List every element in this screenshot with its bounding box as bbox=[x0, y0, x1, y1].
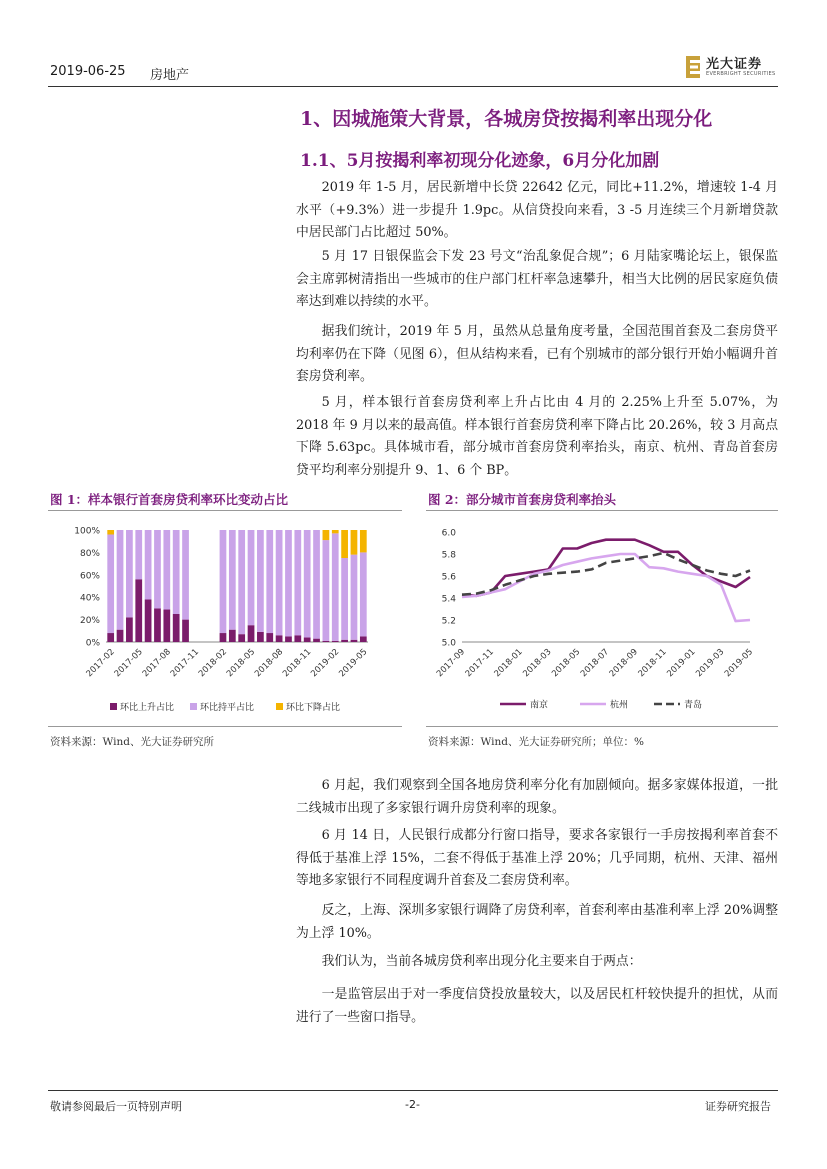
legend-swatch bbox=[276, 703, 283, 710]
x-tick-label: 2018-09 bbox=[607, 647, 640, 680]
y-tick-label: 20% bbox=[79, 616, 100, 627]
legend-swatch bbox=[190, 703, 197, 710]
bar-up bbox=[154, 608, 161, 642]
y-tick-label: 5.0 bbox=[441, 638, 456, 649]
bar-up bbox=[360, 636, 367, 642]
x-tick-label: 2019-05 bbox=[337, 647, 370, 680]
bar-flat bbox=[351, 555, 358, 640]
y-tick-label: 5.2 bbox=[441, 616, 456, 627]
bar-flat bbox=[248, 530, 255, 625]
y-tick-label: 60% bbox=[79, 571, 100, 582]
bar-down bbox=[341, 530, 348, 558]
header-divider bbox=[48, 86, 778, 87]
x-tick-label: 2019-01 bbox=[665, 647, 698, 680]
x-tick-label: 2019-05 bbox=[722, 647, 756, 680]
paragraph-5: 6 月起，我们观察到全国各地房贷利率分化有加剧倾向。据多家媒体报道，一批二线城市出现了多家银行调升房贷利率的现象。 bbox=[296, 778, 778, 816]
bar-flat bbox=[182, 530, 189, 620]
legend-label: 环比持平占比 bbox=[200, 703, 255, 713]
bar-up bbox=[173, 614, 180, 642]
y-tick-label: 5.6 bbox=[441, 572, 456, 583]
figure2-bottom-rule bbox=[426, 726, 778, 727]
y-tick-label: 0% bbox=[85, 638, 100, 649]
figure1-chart bbox=[50, 516, 402, 722]
bar-flat bbox=[173, 530, 180, 614]
bar-flat bbox=[107, 534, 114, 633]
bar-flat bbox=[276, 530, 283, 635]
y-tick-label: 100% bbox=[74, 526, 100, 537]
bar-up bbox=[332, 641, 339, 642]
bar-down bbox=[332, 530, 339, 533]
bar-flat bbox=[266, 530, 273, 633]
bar-flat bbox=[360, 552, 367, 636]
bar-flat bbox=[294, 530, 301, 635]
footer-divider bbox=[48, 1090, 778, 1091]
logo-text: 光大证券 bbox=[706, 57, 763, 72]
x-tick-label: 2018-05 bbox=[224, 647, 258, 680]
y-tick-label: 40% bbox=[79, 593, 100, 604]
figure2-top-rule bbox=[426, 510, 778, 511]
legend-swatch bbox=[110, 703, 117, 710]
bar-up bbox=[182, 620, 189, 642]
y-tick-label: 6.0 bbox=[441, 528, 456, 539]
x-tick-label: 2018-02 bbox=[196, 647, 230, 680]
figure1-top-rule bbox=[48, 510, 402, 511]
legend-label: 南京 bbox=[530, 700, 549, 711]
bar-flat bbox=[285, 530, 292, 636]
bar-up bbox=[266, 633, 273, 642]
x-tick-label: 2019-03 bbox=[694, 647, 727, 680]
logo-subtext: EVERBRIGHT SECURITIES bbox=[706, 71, 776, 77]
y-tick-label: 80% bbox=[79, 548, 100, 559]
x-tick-label: 2017-02 bbox=[84, 647, 117, 680]
legend-label: 杭州 bbox=[610, 700, 629, 711]
bar-flat bbox=[304, 530, 311, 638]
series-line-nanjing bbox=[462, 540, 750, 596]
paragraph-8: 我们认为，当前各城房贷利率出现分化主要来自于两点： bbox=[321, 954, 642, 969]
paragraph-7: 反之，上海、深圳多家银行调降了房贷利率，首套利率由基准利率上浮 20%调整为上浮 10%。 bbox=[296, 903, 778, 941]
bar-up bbox=[107, 633, 114, 642]
x-tick-label: 2019-02 bbox=[309, 647, 342, 680]
paragraph-3: 据我们统计，2019 年 5 月，虽然从总量角度考量，全国范围首套及二套房贷平均利率仍在下降（见图 6），但从结构来看，已有个别城市的部分银行开始小幅调升首套房贷利率。 bbox=[296, 324, 778, 384]
bar-up bbox=[145, 599, 152, 642]
bar-up bbox=[351, 640, 358, 642]
bar-up bbox=[276, 635, 283, 642]
footer-disclaimer: 敬请参阅最后一页特别声明 bbox=[50, 1100, 182, 1113]
bar-flat bbox=[332, 533, 339, 641]
subsection-heading: 1.1、5月按揭利率初现分化迹象，6月分化加剧 bbox=[300, 151, 660, 171]
bar-flat bbox=[341, 558, 348, 640]
paragraph-6: 6 月 14 日，人民银行成都分行窗口指导，要求各家银行一手房按揭利率首套不得低于基准上浮 15%，二套不得低于基准上浮 20%；几乎同期，杭州、天津、福州等地多家银行不同程度调升首套及二套房贷利率。 bbox=[296, 828, 778, 888]
bar-flat bbox=[238, 530, 245, 634]
x-tick-label: 2018-05 bbox=[550, 647, 583, 680]
figure2-chart bbox=[428, 516, 778, 722]
bar-up bbox=[220, 633, 227, 642]
paragraph-9: 一是监管层出于对一季度信贷投放量较大，以及居民杠杆较快提升的担忧，从而进行了一些窗口指导。 bbox=[296, 987, 778, 1025]
bar-up bbox=[304, 638, 311, 642]
bar-up bbox=[313, 639, 320, 642]
footer-report-type: 证券研究报告 bbox=[705, 1100, 771, 1113]
paragraph-2: 5 月 17 日银保监会下发 23 号文“治乱象促合规”；6 月陆家嘴论坛上，银保监会主席郭树清指出一些城市的住户部门杠杆率急速攀升，相当大比例的居民家庭负债率达到难以持续的水平。 bbox=[296, 249, 778, 309]
bar-flat bbox=[229, 530, 236, 630]
bar-flat bbox=[135, 530, 142, 579]
bar-flat bbox=[117, 530, 124, 630]
page-number: -2- bbox=[405, 1098, 420, 1111]
bar-up bbox=[229, 630, 236, 642]
figure2-source: 资料来源：Wind、光大证券研究所；单位：% bbox=[428, 736, 644, 748]
bar-flat bbox=[126, 530, 133, 617]
x-tick-label: 2017-11 bbox=[463, 647, 496, 680]
bar-flat bbox=[257, 530, 264, 632]
bar-down bbox=[351, 530, 358, 555]
bar-up bbox=[163, 610, 170, 642]
x-tick-label: 2017-09 bbox=[434, 647, 468, 680]
figure1-title: 图 1：样本银行首套房贷利率环比变动占比 bbox=[50, 492, 289, 507]
x-tick-label: 2018-07 bbox=[578, 647, 612, 680]
paragraph-1: 2019 年 1-5 月，居民新增中长贷 22642 亿元，同比+11.2%，增速较 1-4 月水平（+9.3%）进一步提升 1.9pc。从信贷投向来看，3 -5 月连续三个月新增贷款中居民部门占比超过 50%。 bbox=[296, 180, 778, 240]
section-heading: 1、因城施策大背景，各城房贷按揭利率出现分化 bbox=[300, 108, 713, 130]
bar-up bbox=[341, 640, 348, 642]
bar-up bbox=[257, 632, 264, 642]
x-tick-label: 2018-01 bbox=[492, 647, 525, 680]
x-tick-label: 2017-05 bbox=[112, 647, 145, 680]
report-date: 2019-06-25 bbox=[50, 64, 126, 79]
bar-flat bbox=[163, 530, 170, 610]
bar-up bbox=[323, 641, 330, 642]
bar-flat bbox=[313, 530, 320, 639]
paragraph-4: 5 月，样本银行首套房贷利率上升占比由 4 月的 2.25%上升至 5.07%，为 2018 年 9 月以来的最高值。样本银行首套房贷利率下降占比 20.26%，较 3 月高点下降 5.63pc。具体城市看，部分城市首套房贷利率抬头，南京、杭州、青岛首套房贷平均利率分别提升 9、1、6 个 BP。 bbox=[296, 395, 778, 478]
bar-flat bbox=[220, 530, 227, 633]
x-tick-label: 2018-03 bbox=[521, 647, 554, 680]
bar-up bbox=[117, 630, 124, 642]
x-tick-label: 2018-08 bbox=[253, 647, 286, 680]
bar-down bbox=[107, 530, 114, 534]
report-sector: 房地产 bbox=[150, 68, 190, 83]
bar-up bbox=[135, 579, 142, 642]
x-tick-label: 2018-11 bbox=[636, 647, 669, 680]
bar-down bbox=[323, 530, 330, 540]
bar-up bbox=[248, 625, 255, 642]
figure1-bottom-rule bbox=[48, 726, 402, 727]
x-tick-label: 2018-11 bbox=[281, 647, 314, 680]
figure2-title: 图 2：部分城市首套房贷利率抬头 bbox=[428, 492, 617, 507]
bar-up bbox=[238, 634, 245, 642]
x-tick-label: 2017-08 bbox=[140, 647, 173, 680]
legend-label: 青岛 bbox=[684, 700, 703, 711]
y-tick-label: 5.4 bbox=[441, 594, 456, 605]
bar-up bbox=[126, 617, 133, 642]
bar-flat bbox=[145, 530, 152, 599]
x-tick-label: 2017-11 bbox=[168, 647, 202, 680]
bar-up bbox=[285, 636, 292, 642]
legend-label: 环比上升占比 bbox=[120, 703, 175, 713]
bar-up bbox=[294, 635, 301, 642]
bar-flat bbox=[154, 530, 161, 608]
figure1-source: 资料来源：Wind、光大证券研究所 bbox=[50, 736, 214, 748]
y-tick-label: 5.8 bbox=[441, 550, 456, 561]
bar-down bbox=[360, 530, 367, 552]
legend-label: 环比下降占比 bbox=[286, 703, 341, 713]
bar-flat bbox=[323, 540, 330, 641]
